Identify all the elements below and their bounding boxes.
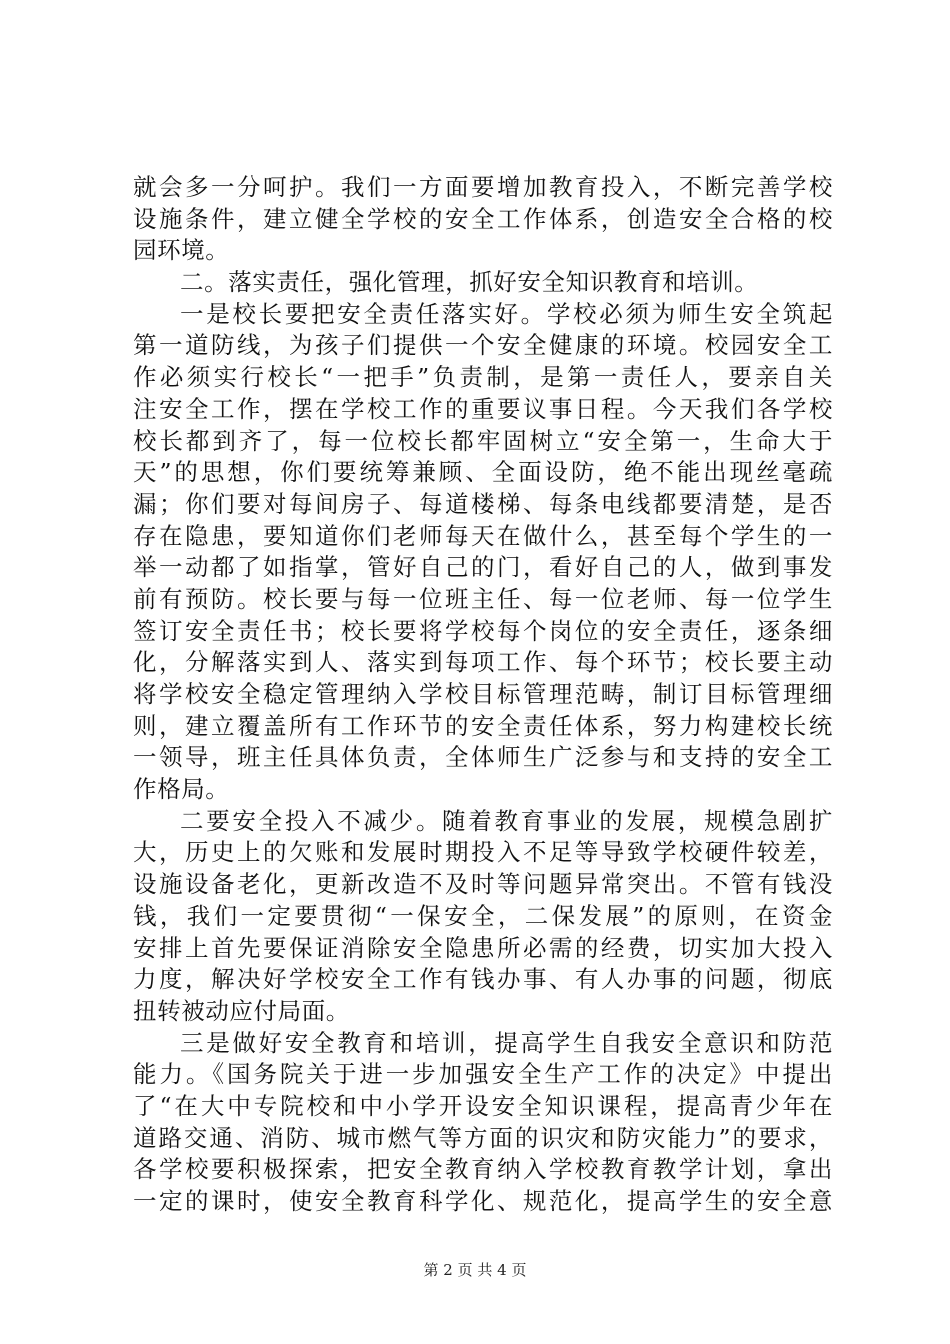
text-line: 安排上首先要保证消除安全隐患所必需的经费，切实加大投入 [133, 933, 833, 962]
text-line: 大，历史上的欠账和发展时期投入不足等导致学校硬件较差， [133, 838, 833, 867]
text-line: 则，建立覆盖所有工作环节的安全责任体系，努力构建校长统 [133, 711, 833, 740]
text-line: 园环境。 [133, 236, 230, 265]
text-line: 校长都到齐了，每一位校长都牢固树立“安全第一，生命大于 [133, 426, 833, 455]
text-line: 三是做好安全教育和培训，提高学生自我安全意识和防范 [180, 1028, 833, 1057]
text-line: 二要安全投入不减少。随着教育事业的发展，规模急剧扩 [180, 806, 833, 835]
text-line: 第一道防线，为孩子们提供一个安全健康的环境。校园安全工 [133, 331, 833, 360]
page-footer: 第 2 页 共 4 页 [423, 1261, 527, 1279]
text-line: 道路交通、消防、城市燃气等方面的识灾和防灾能力”的要求， [133, 1123, 833, 1152]
text-line: 二。落实责任，强化管理，抓好安全知识教育和培训。 [180, 268, 759, 297]
text-line: 设施设备老化，更新改造不及时等问题异常突出。不管有钱没 [133, 870, 833, 899]
text-line: 作必须实行校长“一把手”负责制，是第一责任人，要亲自关 [133, 363, 833, 392]
document-body [133, 172, 833, 1218]
text-line: 一领导，班主任具体负责，全体师生广泛参与和支持的安全工 [133, 743, 833, 772]
text-line: 将学校安全稳定管理纳入学校目标管理范畴，制订目标管理细 [133, 680, 833, 708]
text-line: 了“在大中专院校和中小学开设安全知识课程，提高青少年在 [133, 1091, 833, 1120]
text-line: 钱，我们一定要贯彻“一保安全，二保发展”的原则，在资金 [133, 901, 833, 930]
text-line: 存在隐患，要知道你们老师每天在做什么，甚至每个学生的一 [133, 521, 833, 550]
text-line: 力度，解决好学校安全工作有钱办事、有人办事的问题，彻底 [133, 965, 833, 994]
text-line: 漏；你们要对每间房子、每道楼梯、每条电线都要清楚，是否 [133, 489, 833, 518]
text-line: 化，分解落实到人、落实到每项工作、每个环节；校长要主动 [133, 648, 833, 677]
text-line: 各学校要积极探索，把安全教育纳入学校教育教学计划，拿出 [133, 1155, 833, 1184]
text-line: 设施条件，建立健全学校的安全工作体系，创造安全合格的校 [133, 204, 833, 233]
text-line: 能力。《国务院关于进一步加强安全生产工作的决定》中提出 [133, 1060, 833, 1089]
text-line: 注安全工作，摆在学校工作的重要议事日程。今天我们各学校 [133, 394, 833, 423]
text-line: 扭转被动应付局面。 [133, 996, 350, 1025]
text-line: 一定的课时，使安全教育科学化、规范化，提高学生的安全意 [133, 1187, 833, 1215]
text-line: 作格局。 [133, 775, 230, 804]
text-line: 前有预防。校长要与每一位班主任、每一位老师、每一位学生 [133, 584, 833, 613]
text-line: 就会多一分呵护。我们一方面要增加教育投入，不断完善学校 [133, 173, 833, 201]
text-line: 天”的思想，你们要统筹兼顾、全面设防，绝不能出现丝毫疏 [133, 458, 833, 487]
text-line: 一是校长要把安全责任落实好。学校必须为师生安全筑起 [180, 299, 833, 328]
text-line: 签订安全责任书；校长要将学校每个岗位的安全责任，逐条细 [133, 616, 833, 645]
text-line: 举一动都了如指掌，管好自己的门，看好自己的人，做到事发 [133, 553, 833, 582]
